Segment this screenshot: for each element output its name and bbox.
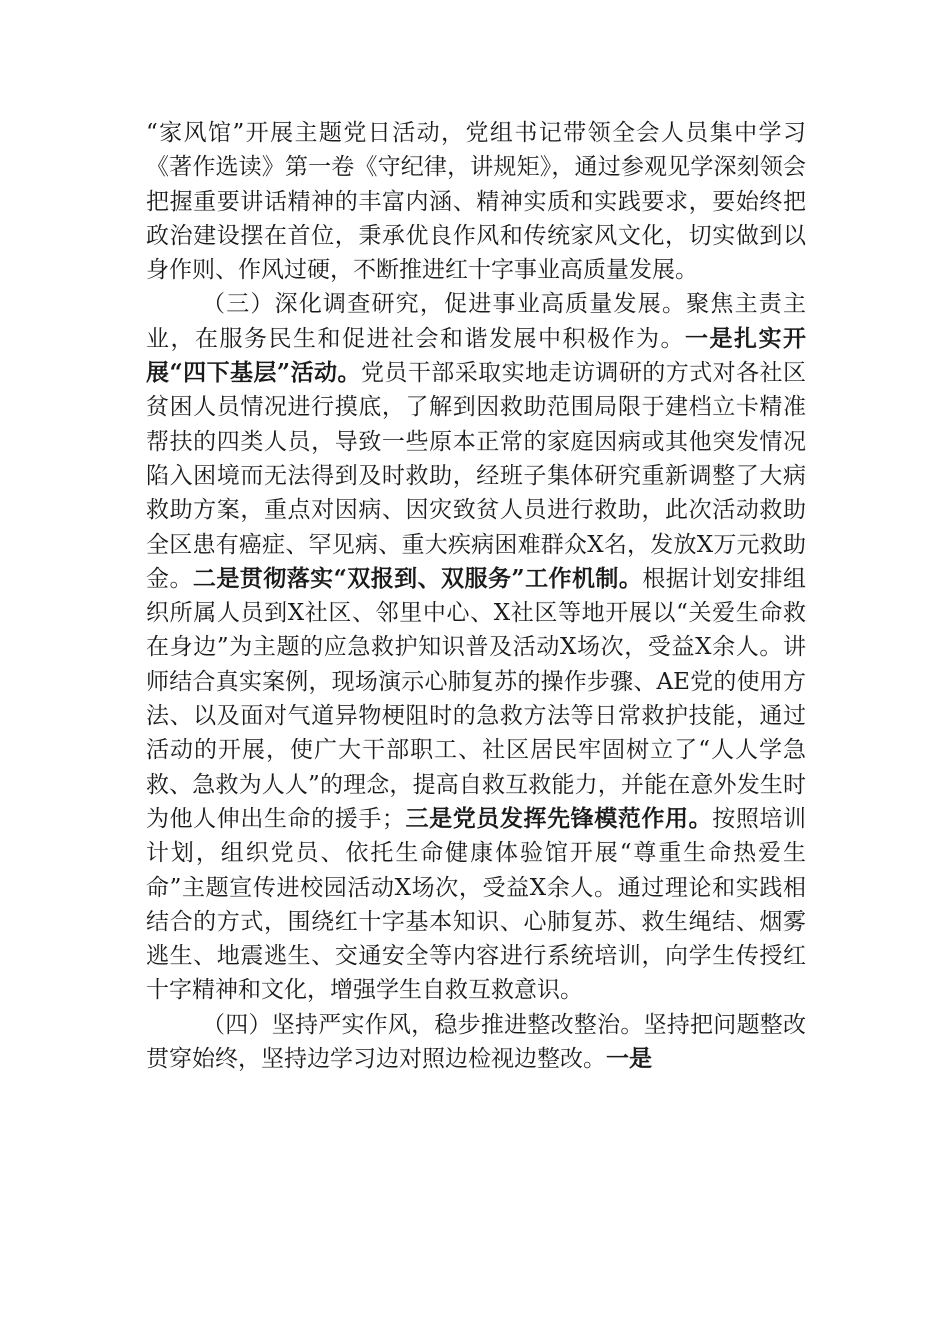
text-run: （四）坚持严实作风，稳步推进整改整治。 — [202, 1011, 644, 1038]
document-body — [146, 116, 806, 1076]
bold-run: 一是扎实开展“四下基层”活动。 — [146, 324, 806, 387]
text-run: 坚持把问题整改贯穿始终，坚持边学习边对照边检视边整改。 — [146, 1011, 807, 1073]
bold-run: 三是党员发挥先锋模范作用。 — [404, 804, 713, 832]
paragraph — [146, 287, 806, 1007]
text-run: 根据计划安排组织所属人员到X社区、邻里中心、X社区等地开展以“关爱生命救在身边”为主题的应急救护知识普及活动X场次，受益X余人。讲师结合真实案例，现场演示心肺复苏的操作步骤、AE党的使用方法、以及面对气道异物梗阻时的急救方法等日常救护技能，通过活动的开展，使广大干部职工、社区居民牢固树立了“人人学急救、急救为人人”的理念，提高自救互救能力，并能在意外发生时为他人伸出生命的援手； — [146, 565, 807, 832]
text-run: （三）深化调查研究，促进事业高质量发展。 — [202, 291, 687, 318]
bold-run: 一是 — [606, 1045, 652, 1073]
text-run: “家风馆”开展主题党日活动，党组书记带领全会人员集中学习《著作选读》第一卷《守纪律，讲规矩》，通过参观见学深刻领会把握重要讲话精神的丰富内涵、精神实质和实践要求，要始终把政治建设摆在首位，秉承优良作风和传统家风文化，切实做到以身作则、作风过硬，不断推进红十字事业高质量发展。 — [146, 120, 806, 284]
paragraph — [146, 116, 806, 287]
text-run: 聚焦主责主业，在服务民生和促进社会和谐发展中积极作为。 — [146, 291, 807, 352]
bold-run: 二是贯彻落实“双报到、双服务”工作机制。 — [192, 564, 643, 592]
text-run: 党员干部采取实地走访调研的方式对各社区贫困人员情况进行摸底，了解到因救助范围局限于建档立卡精准帮扶的四类人员，导致一些原本正常的家庭因病或其他突发情况陷入困境而无法得到及时救助，经班子集体研究重新调整了大病救助方案，重点对因病、因灾致贫人员进行救助，此次活动救助全区患有癌症、罕见病、重大疾病困难群众X名，发放X万元救助金。 — [146, 360, 806, 592]
paragraph — [146, 1008, 806, 1077]
text-run: 按照培训计划，组织党员、依托生命健康体验馆开展“尊重生命热爱生命”主题宣传进校园活动X场次，受益X余人。通过理论和实践相结合的方式，围绕红十字基本知识、心肺复苏、救生绳结、烟雾逃生、地震逃生、交通安全等内容进行系统培训，向学生传授红十字精神和文化，增强学生自救互救意识。 — [146, 805, 807, 1004]
